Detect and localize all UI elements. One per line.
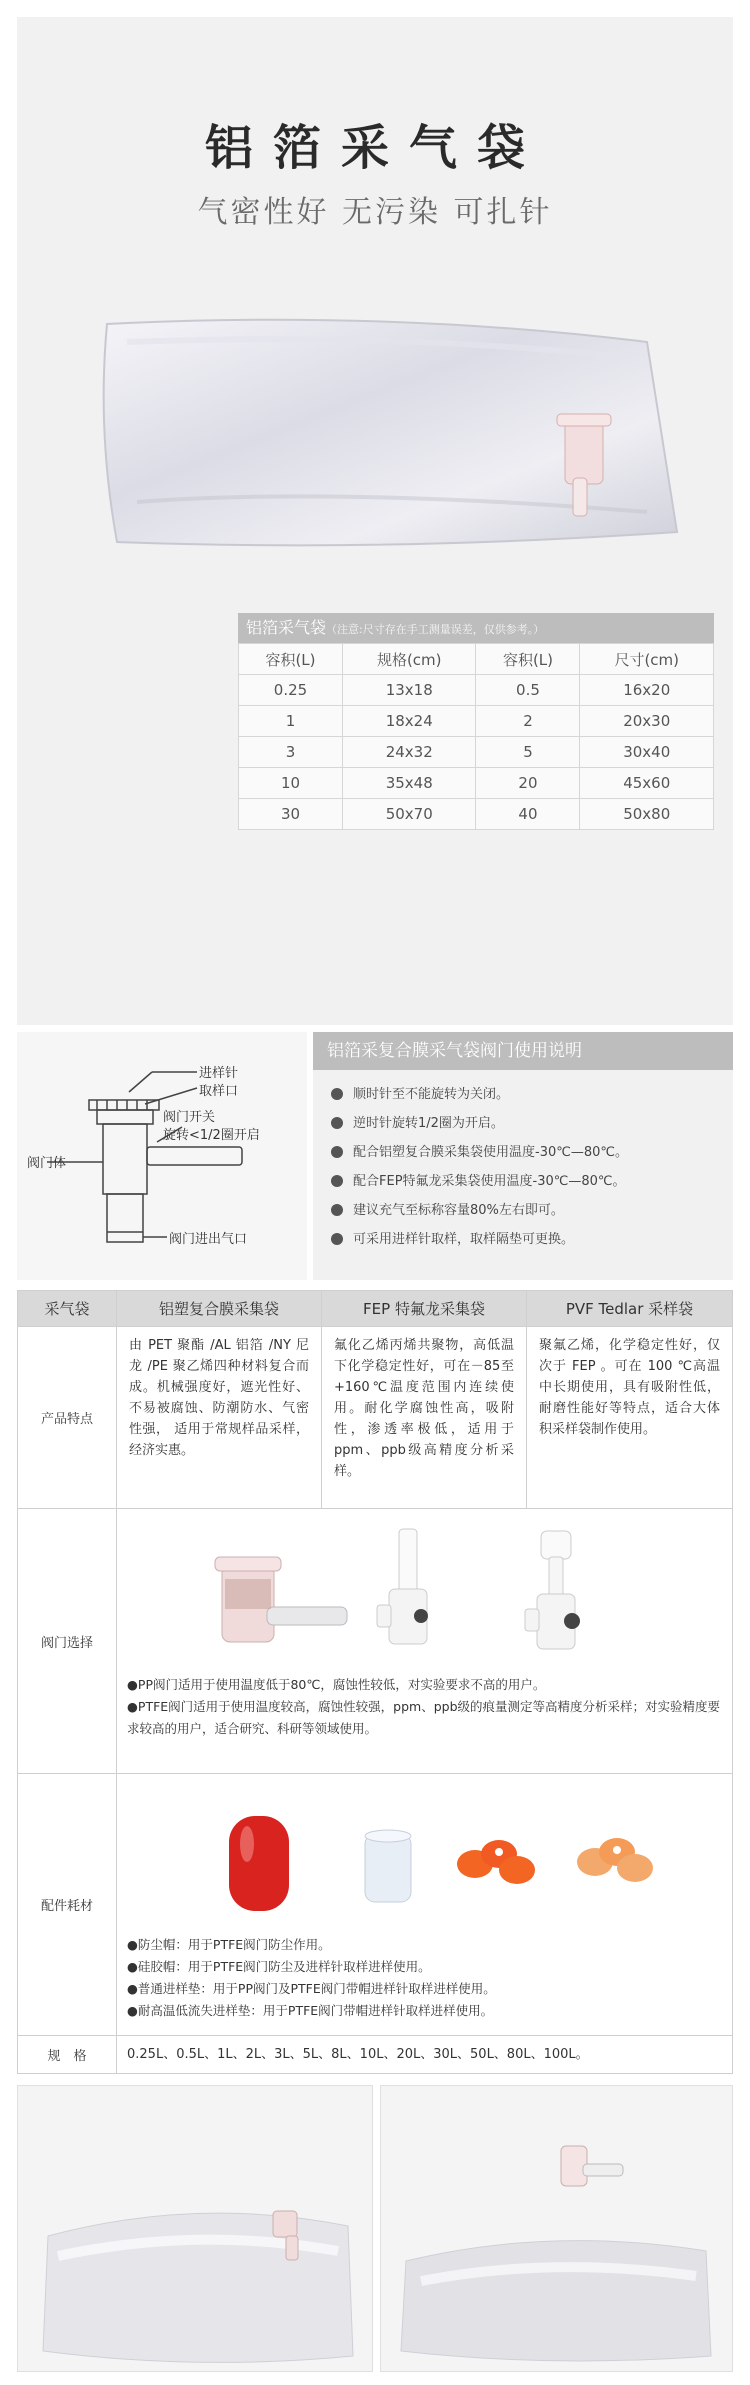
table-header-row xyxy=(18,1291,733,1327)
valve-options-cell xyxy=(117,1509,733,1774)
ptfe-valve-icon xyxy=(377,1529,428,1644)
list-item: 可采用进样针取样，取样隔垫可更换。 xyxy=(331,1225,733,1254)
silicone-cap-icon xyxy=(365,1830,411,1902)
table-cell: 45x60 xyxy=(580,768,714,799)
bag-product-image xyxy=(87,302,687,572)
septa-icon xyxy=(457,1840,535,1884)
table-cell: 16x20 xyxy=(580,675,714,706)
table-cell: 35x48 xyxy=(342,768,476,799)
valve-note-pp: ●PP阀门适用于使用温度低于80℃，腐蚀性较低，对实验要求不高的用户。 xyxy=(127,1677,546,1692)
table-row xyxy=(239,768,714,799)
ptfe-valve-cap-icon xyxy=(525,1531,580,1649)
accessories-cell xyxy=(117,1774,733,2036)
valve-instructions xyxy=(313,1032,733,1280)
label-valve-body: 阀门体 xyxy=(27,1156,67,1171)
table-cell: 13x18 xyxy=(342,675,476,706)
label-gas-port: 阀门进出气口 xyxy=(169,1232,248,1247)
list-item: 配合FEP特氟龙采集袋使用温度-30℃—80℃。 xyxy=(331,1167,733,1196)
spec-table-header xyxy=(238,613,714,643)
accessory-note: ●普通进样垫：用于PP阀门及PTFE阀门带帽进样针取样进样使用。 xyxy=(127,1981,496,1996)
bullet-icon xyxy=(331,1146,343,1158)
pp-valve-icon xyxy=(215,1557,347,1642)
table-header-cell: PVF Tedlar 采样袋 xyxy=(527,1291,733,1327)
row-label: 配件耗材 xyxy=(18,1774,117,2036)
table-cell: 30x40 xyxy=(580,737,714,768)
sizes-cell: 0.25L、0.5L、1L、2L、3L、5L、8L、10L、20L、30L、50L、80L、100L。 xyxy=(117,2036,733,2074)
table-cell: 20 xyxy=(476,768,580,799)
valve-note-ptfe: ●PTFE阀门适用于使用温度较高，腐蚀性较强，ppm、ppb级的痕量测定等高精度分析采样；对实验精度要求较高的用户，适合研究、科研等领域使用。 xyxy=(127,1699,721,1736)
table-header-cell: 容积(L) xyxy=(239,644,343,675)
table-cell: 20x30 xyxy=(580,706,714,737)
bullet-icon xyxy=(331,1117,343,1129)
table-cell: 2 xyxy=(476,706,580,737)
label-sample-port: 取样口 xyxy=(199,1084,239,1099)
spec-table xyxy=(238,613,714,830)
valve-diagram xyxy=(17,1032,307,1280)
table-cell: 0.25 xyxy=(239,675,343,706)
table-cell: 1 xyxy=(239,706,343,737)
comparison-table xyxy=(17,1290,733,2074)
table-header-row xyxy=(239,644,714,675)
table-cell: 聚氟乙烯，化学稳定性好，仅次于 FEP 。可在 100 ℃高温中长期使用，具有吸附性低，耐磨性能好等特点，适合大体积采样袋制作使用。 xyxy=(527,1327,733,1509)
label-switch: 阀门开关 xyxy=(163,1110,216,1125)
table-cell: 0.5 xyxy=(476,675,580,706)
table-cell: 氟化乙烯丙烯共聚物，高低温下化学稳定性好，可在－85至+160℃温度范围内连续使用。耐化学腐蚀性高，吸附性，渗透率极低，适用于ppm、ppb级高精度分析采样。 xyxy=(322,1327,527,1509)
accessory-note: ●防尘帽：用于PTFE阀门防尘作用。 xyxy=(127,1937,331,1952)
table-row xyxy=(18,1509,733,1774)
bullet-icon xyxy=(331,1204,343,1216)
table-row xyxy=(239,675,714,706)
row-label: 阀门选择 xyxy=(18,1509,117,1774)
table-header-cell: 尺寸(cm) xyxy=(580,644,714,675)
table-cell: 5 xyxy=(476,737,580,768)
table-header-cell: 容积(L) xyxy=(476,644,580,675)
accessory-note: ●硅胶帽：用于PTFE阀门防尘及进样针取样进样使用。 xyxy=(127,1959,431,1974)
table-row xyxy=(239,799,714,830)
bullet-icon xyxy=(331,1175,343,1187)
table-cell: 50x70 xyxy=(342,799,476,830)
label-needle: 进样针 xyxy=(199,1066,239,1081)
list-item: 建议充气至标称容量80%左右即可。 xyxy=(331,1196,733,1225)
spec-table-note: （注意:尺寸存在手工测量误差，仅供参考。） xyxy=(326,623,545,636)
table-header-cell: 采气袋 xyxy=(18,1291,117,1327)
table-cell: 18x24 xyxy=(342,706,476,737)
high-temp-septa-icon xyxy=(577,1838,653,1882)
valve-instructions-title: 铝箔采复合膜采气袋阀门使用说明 xyxy=(313,1032,733,1070)
accessory-note: ●耐高温低流失进样垫：用于PTFE阀门带帽进样针取样进样使用。 xyxy=(127,2003,494,2018)
page-subtitle: 气密性好 无污染 可扎针 xyxy=(197,195,553,230)
table-cell: 24x32 xyxy=(342,737,476,768)
spec-table-title: 铝箔采气袋 xyxy=(246,618,327,637)
product-photo-right xyxy=(380,2085,733,2372)
row-label: 产品特点 xyxy=(18,1327,117,1509)
table-row xyxy=(18,2036,733,2074)
list-item: 配合铝塑复合膜采集袋使用温度-30℃—80℃。 xyxy=(331,1138,733,1167)
hero-section xyxy=(17,17,733,1025)
bullet-icon xyxy=(331,1088,343,1100)
table-header-cell: 规格(cm) xyxy=(342,644,476,675)
table-row xyxy=(239,737,714,768)
valve-section xyxy=(17,1032,733,1280)
table-cell: 10 xyxy=(239,768,343,799)
label-rotate: 旋转<1/2圈开启 xyxy=(163,1128,260,1143)
page-title: 铝箔采气袋 xyxy=(204,120,545,176)
inflated-bag-image xyxy=(18,2086,372,2371)
list-item: 逆时针旋转1/2圈为开启。 xyxy=(331,1109,733,1138)
table-header-cell: FEP 特氟龙采集袋 xyxy=(322,1291,527,1327)
table-cell: 40 xyxy=(476,799,580,830)
valve-images xyxy=(117,1509,729,1674)
table-row xyxy=(239,706,714,737)
bag-with-valve-image xyxy=(381,2086,732,2371)
accessory-images xyxy=(117,1774,729,1934)
list-item: 顺时针至不能旋转为关闭。 xyxy=(331,1080,733,1109)
table-row xyxy=(18,1327,733,1509)
dust-cap-icon xyxy=(229,1816,289,1911)
product-photo-left xyxy=(17,2085,373,2372)
bullet-icon xyxy=(331,1233,343,1245)
table-cell: 30 xyxy=(239,799,343,830)
table-header-cell: 铝塑复合膜采集袋 xyxy=(117,1291,322,1327)
table-cell: 3 xyxy=(239,737,343,768)
table-row xyxy=(18,1774,733,2036)
row-label: 规 格 xyxy=(18,2036,117,2074)
table-cell: 由 PET 聚酯 /AL 铝箔 /NY 尼龙 /PE 聚乙烯四种材料复合而成。机械强度好，遮光性好、不易被腐蚀、防潮防水、气密性强， 适用于常规样品采样， 经济实惠。 xyxy=(117,1327,322,1509)
table-cell: 50x80 xyxy=(580,799,714,830)
